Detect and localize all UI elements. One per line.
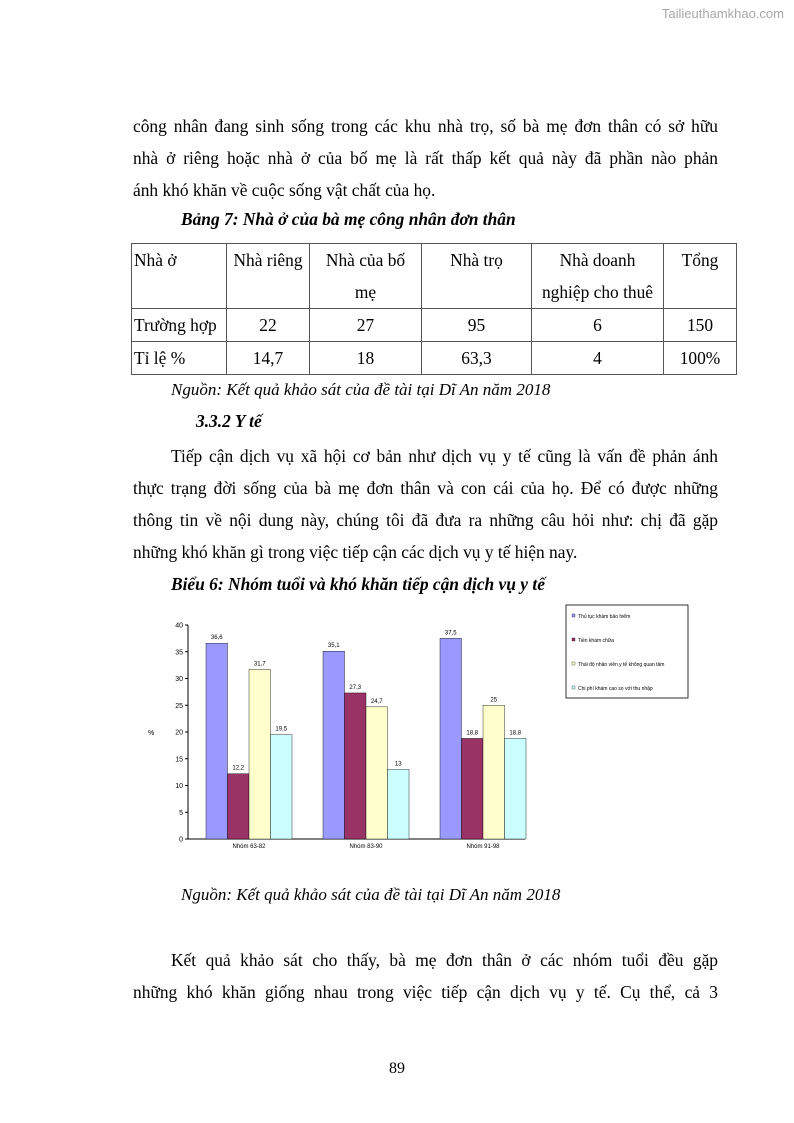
text-line: thực trạng đời sống của bà mẹ đơn thân và con cái của họ. Để có được những [133, 478, 718, 498]
table-caption: Bảng 7: Nhà ở của bà mẹ công nhân đơn thân [181, 209, 516, 229]
data-label: 36,6 [210, 635, 223, 642]
table-cell: 14,7 [227, 342, 310, 375]
table-cell: 4 [532, 342, 664, 375]
table-cell: 22 [227, 309, 310, 342]
data-label: 24,7 [370, 698, 383, 705]
data-label: 37,5 [444, 630, 457, 637]
y-tick-label: 20 [175, 729, 183, 737]
health-access-bar-chart [140, 600, 700, 855]
table-row [132, 342, 737, 375]
text-line: những khó khăn gì trong việc tiếp cận các dịch vụ y tế hiện nay. [133, 542, 578, 562]
data-label: 25 [490, 697, 498, 704]
data-label: 35,1 [327, 643, 340, 650]
bar [366, 707, 388, 839]
text-line: công nhân đang sinh sống trong các khu nhà trọ, số bà mẹ đơn thân có sở hữu [133, 116, 718, 136]
y-tick-label: 30 [175, 676, 183, 683]
table-header-row [132, 244, 737, 309]
row-label: Tỉ lệ % [132, 342, 227, 375]
watermark: Tailieuthamkhao.com [661, 6, 784, 21]
row-label: Trường hợp [132, 309, 227, 342]
section-heading: 3.3.2 Y tế [196, 411, 262, 431]
legend-label: Tiền khám chữa [578, 638, 614, 644]
table-cell: 100% [664, 342, 737, 375]
bar [271, 735, 293, 839]
intro-paragraph [133, 110, 718, 206]
legend-swatch [572, 638, 575, 641]
y-tick-label: 0 [179, 836, 183, 844]
y-tick-label: 15 [175, 756, 183, 764]
housing-table [131, 243, 737, 375]
bar [345, 693, 367, 839]
bar [388, 769, 410, 839]
bar [228, 774, 250, 839]
legend-swatch [572, 614, 575, 617]
table-cell: 63,3 [422, 342, 532, 375]
table-cell: 95 [422, 309, 532, 342]
y-tick-label: 40 [175, 622, 183, 630]
table-cell: 150 [664, 309, 737, 342]
page-number: 89 [389, 1060, 405, 1077]
data-label: 12,2 [232, 765, 245, 772]
bar [505, 738, 527, 839]
legend-label: Chi phí khám cao so với thu nhập [578, 686, 653, 692]
text-line: những khó khăn giống nhau trong việc tiếp cận dịch vụ y tế. Cụ thể, cả 3 [133, 982, 718, 1002]
header-cell: Nhà riêng [227, 244, 310, 309]
bar [206, 643, 228, 839]
table-source: Nguồn: Kết quả khảo sát của đề tài tại Dĩ An năm 2018 [171, 380, 551, 399]
chart-source: Nguồn: Kết quả khảo sát của đề tài tại Dĩ An năm 2018 [181, 885, 561, 904]
text-line: ánh khó khăn về cuộc sống vật chất của họ. [133, 180, 436, 200]
table-cell: 18 [310, 342, 422, 375]
bar [323, 651, 345, 839]
bar [483, 705, 505, 839]
header-cell: Tổng [664, 244, 737, 309]
header-cell: Nhà của bố mẹ [310, 244, 422, 309]
bar [440, 638, 462, 839]
text-line: Tiếp cận dịch vụ xã hội cơ bản như dịch vụ y tế cũng là vấn đề phản ánh [171, 446, 718, 466]
header-cell: Nhà doanh nghiệp cho thuê [532, 244, 664, 309]
y-tick-label: 25 [175, 702, 183, 710]
section-paragraph [133, 440, 718, 568]
chart-caption: Biểu 6: Nhóm tuổi và khó khăn tiếp cận dịch vụ y tế [171, 574, 545, 594]
table-cell: 27 [310, 309, 422, 342]
data-label: 27,3 [349, 684, 362, 691]
category-label: Nhóm 91-98 [466, 844, 500, 850]
legend-swatch [572, 662, 575, 665]
bar [249, 669, 271, 839]
data-label: 31,7 [253, 661, 266, 668]
data-label: 13 [394, 761, 402, 768]
y-axis-label: % [148, 730, 155, 737]
category-label: Nhóm 83-90 [349, 844, 383, 850]
data-label: 19,5 [275, 726, 288, 733]
legend-label: Thái độ nhân viên y tế không quan tâm [578, 662, 665, 668]
data-label: 18,8 [509, 730, 522, 737]
legend-swatch [572, 686, 575, 689]
y-tick-label: 10 [175, 783, 183, 790]
table-row [132, 309, 737, 342]
bar [462, 738, 484, 839]
closing-paragraph [133, 944, 718, 1008]
y-tick-label: 35 [175, 649, 183, 657]
text-line: Kết quả khảo sát cho thấy, bà mẹ đơn thân ở các nhóm tuổi đều gặp [171, 950, 718, 970]
legend-label: Thủ tục khám bảo hiểm [578, 614, 631, 620]
header-cell: Nhà trọ [422, 244, 532, 309]
text-line: nhà ở riêng hoặc nhà ở của bố mẹ là rất thấp kết quả này đã phần nào phản [133, 148, 718, 168]
header-cell: Nhà ở [132, 244, 227, 309]
y-tick-label: 5 [179, 809, 183, 817]
data-label: 18,8 [466, 730, 479, 737]
table-cell: 6 [532, 309, 664, 342]
text-line: thông tin về nội dung này, chúng tôi đã đưa ra những câu hỏi như: chị đã gặp [133, 510, 718, 530]
category-label: Nhóm 63-82 [232, 844, 266, 850]
